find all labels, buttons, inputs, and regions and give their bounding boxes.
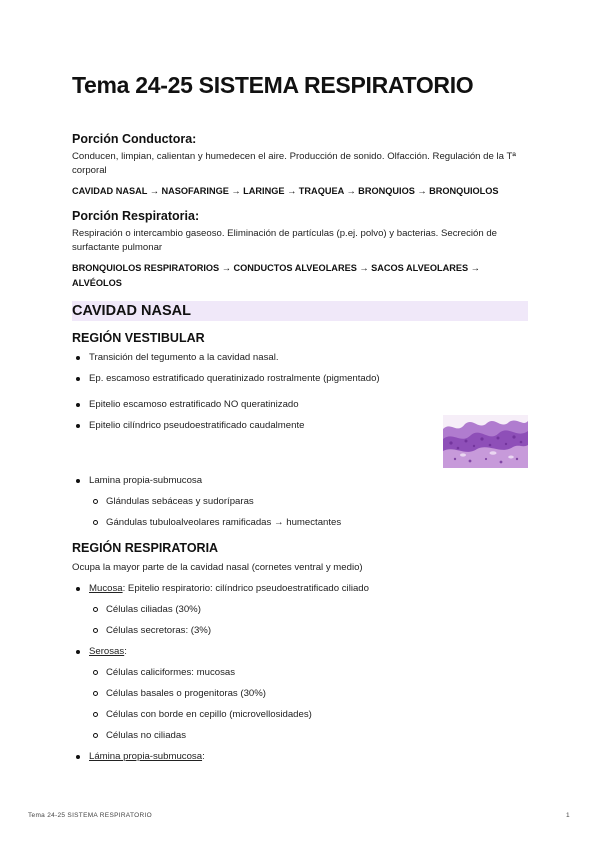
list-item: Lamina propia-submucosa [72,474,528,487]
list-item-mucosa [72,582,528,595]
histology-image [443,415,528,468]
region-respiratoria-heading: REGIÓN RESPIRATORIA [72,541,219,555]
list-subitem: Gándulas tubuloalveolares ramificadas → humectantes [72,516,528,529]
serosas-label: Serosas [89,646,125,657]
mucosa-text: : Epitelio respiratorio: cilíndrico pseudoestratificado ciliado [122,583,369,594]
respiratoria-list [72,582,528,763]
lamina-label: Lámina propia-submucosa [89,751,203,762]
list-subitem: Células basales o progenitoras (30%) [72,687,528,700]
conductora-text: Conducen, limpian, calientan y humedecen el aire. Producción de sonido. Olfacción. Regulación de la Tª corporal [72,151,516,176]
list-item-serosas [72,645,528,658]
mucosa-label: Mucosa [89,583,123,594]
list-item: Epitelio escamoso estratificado NO queratinizado [72,398,528,411]
footer-title: Tema 24-25 SISTEMA RESPIRATORIO [28,812,152,819]
respiratoria-heading: Porción Respiratoria: [72,209,200,223]
list-subitem: Células ciliadas (30%) [72,603,528,616]
page-title: Tema 24-25 SISTEMA RESPIRATORIO [72,72,474,98]
respiratoria-intro: Ocupa la mayor parte de la cavidad nasal (cornetes ventral y medio) [72,562,363,573]
list-item-lamina [72,750,528,763]
serosas-text: : [124,646,127,657]
list-item: Ep. escamoso estratificado queratinizado rostralmente (pigmentado) [72,372,528,385]
list-subitem: Células con borde en cepillo (microvellosidades) [72,708,528,721]
list-subitem: Células no ciliadas [72,729,528,742]
respiratoria-text: Respiración o intercambio gaseoso. Eliminación de partículas (p.ej. polvo) y bacterias. Secreción de surfactante pulmonar [72,228,498,253]
section-heading-cavidad-nasal: CAVIDAD NASAL [72,301,528,321]
lamina-text: : [202,751,205,762]
conductora-heading: Porción Conductora: [72,132,197,146]
list-item: Epitelio cilíndrico pseudoestratificado caudalmente [72,419,528,432]
list-subitem: Células secretoras: (3%) [72,624,528,637]
list-subitem: Glándulas sebáceas y sudoríparas [72,495,528,508]
region-vestibular-heading: REGIÓN VESTIBULAR [72,331,205,345]
conductora-flow: CAVIDAD NASAL → NASOFARINGE → LARINGE → TRAQUEA → BRONQUIOS → BRONQUIOLOS [72,186,499,196]
respiratoria-flow: BRONQUIOLOS RESPIRATORIOS → CONDUCTOS ALVEOLARES → SACOS ALVEOLARES → ALVÉOLOS [72,263,480,288]
page-number: 1 [566,812,570,819]
list-subitem: Células caliciformes: mucosas [72,666,528,679]
list-item: Transición del tegumento a la cavidad nasal. [72,351,528,364]
